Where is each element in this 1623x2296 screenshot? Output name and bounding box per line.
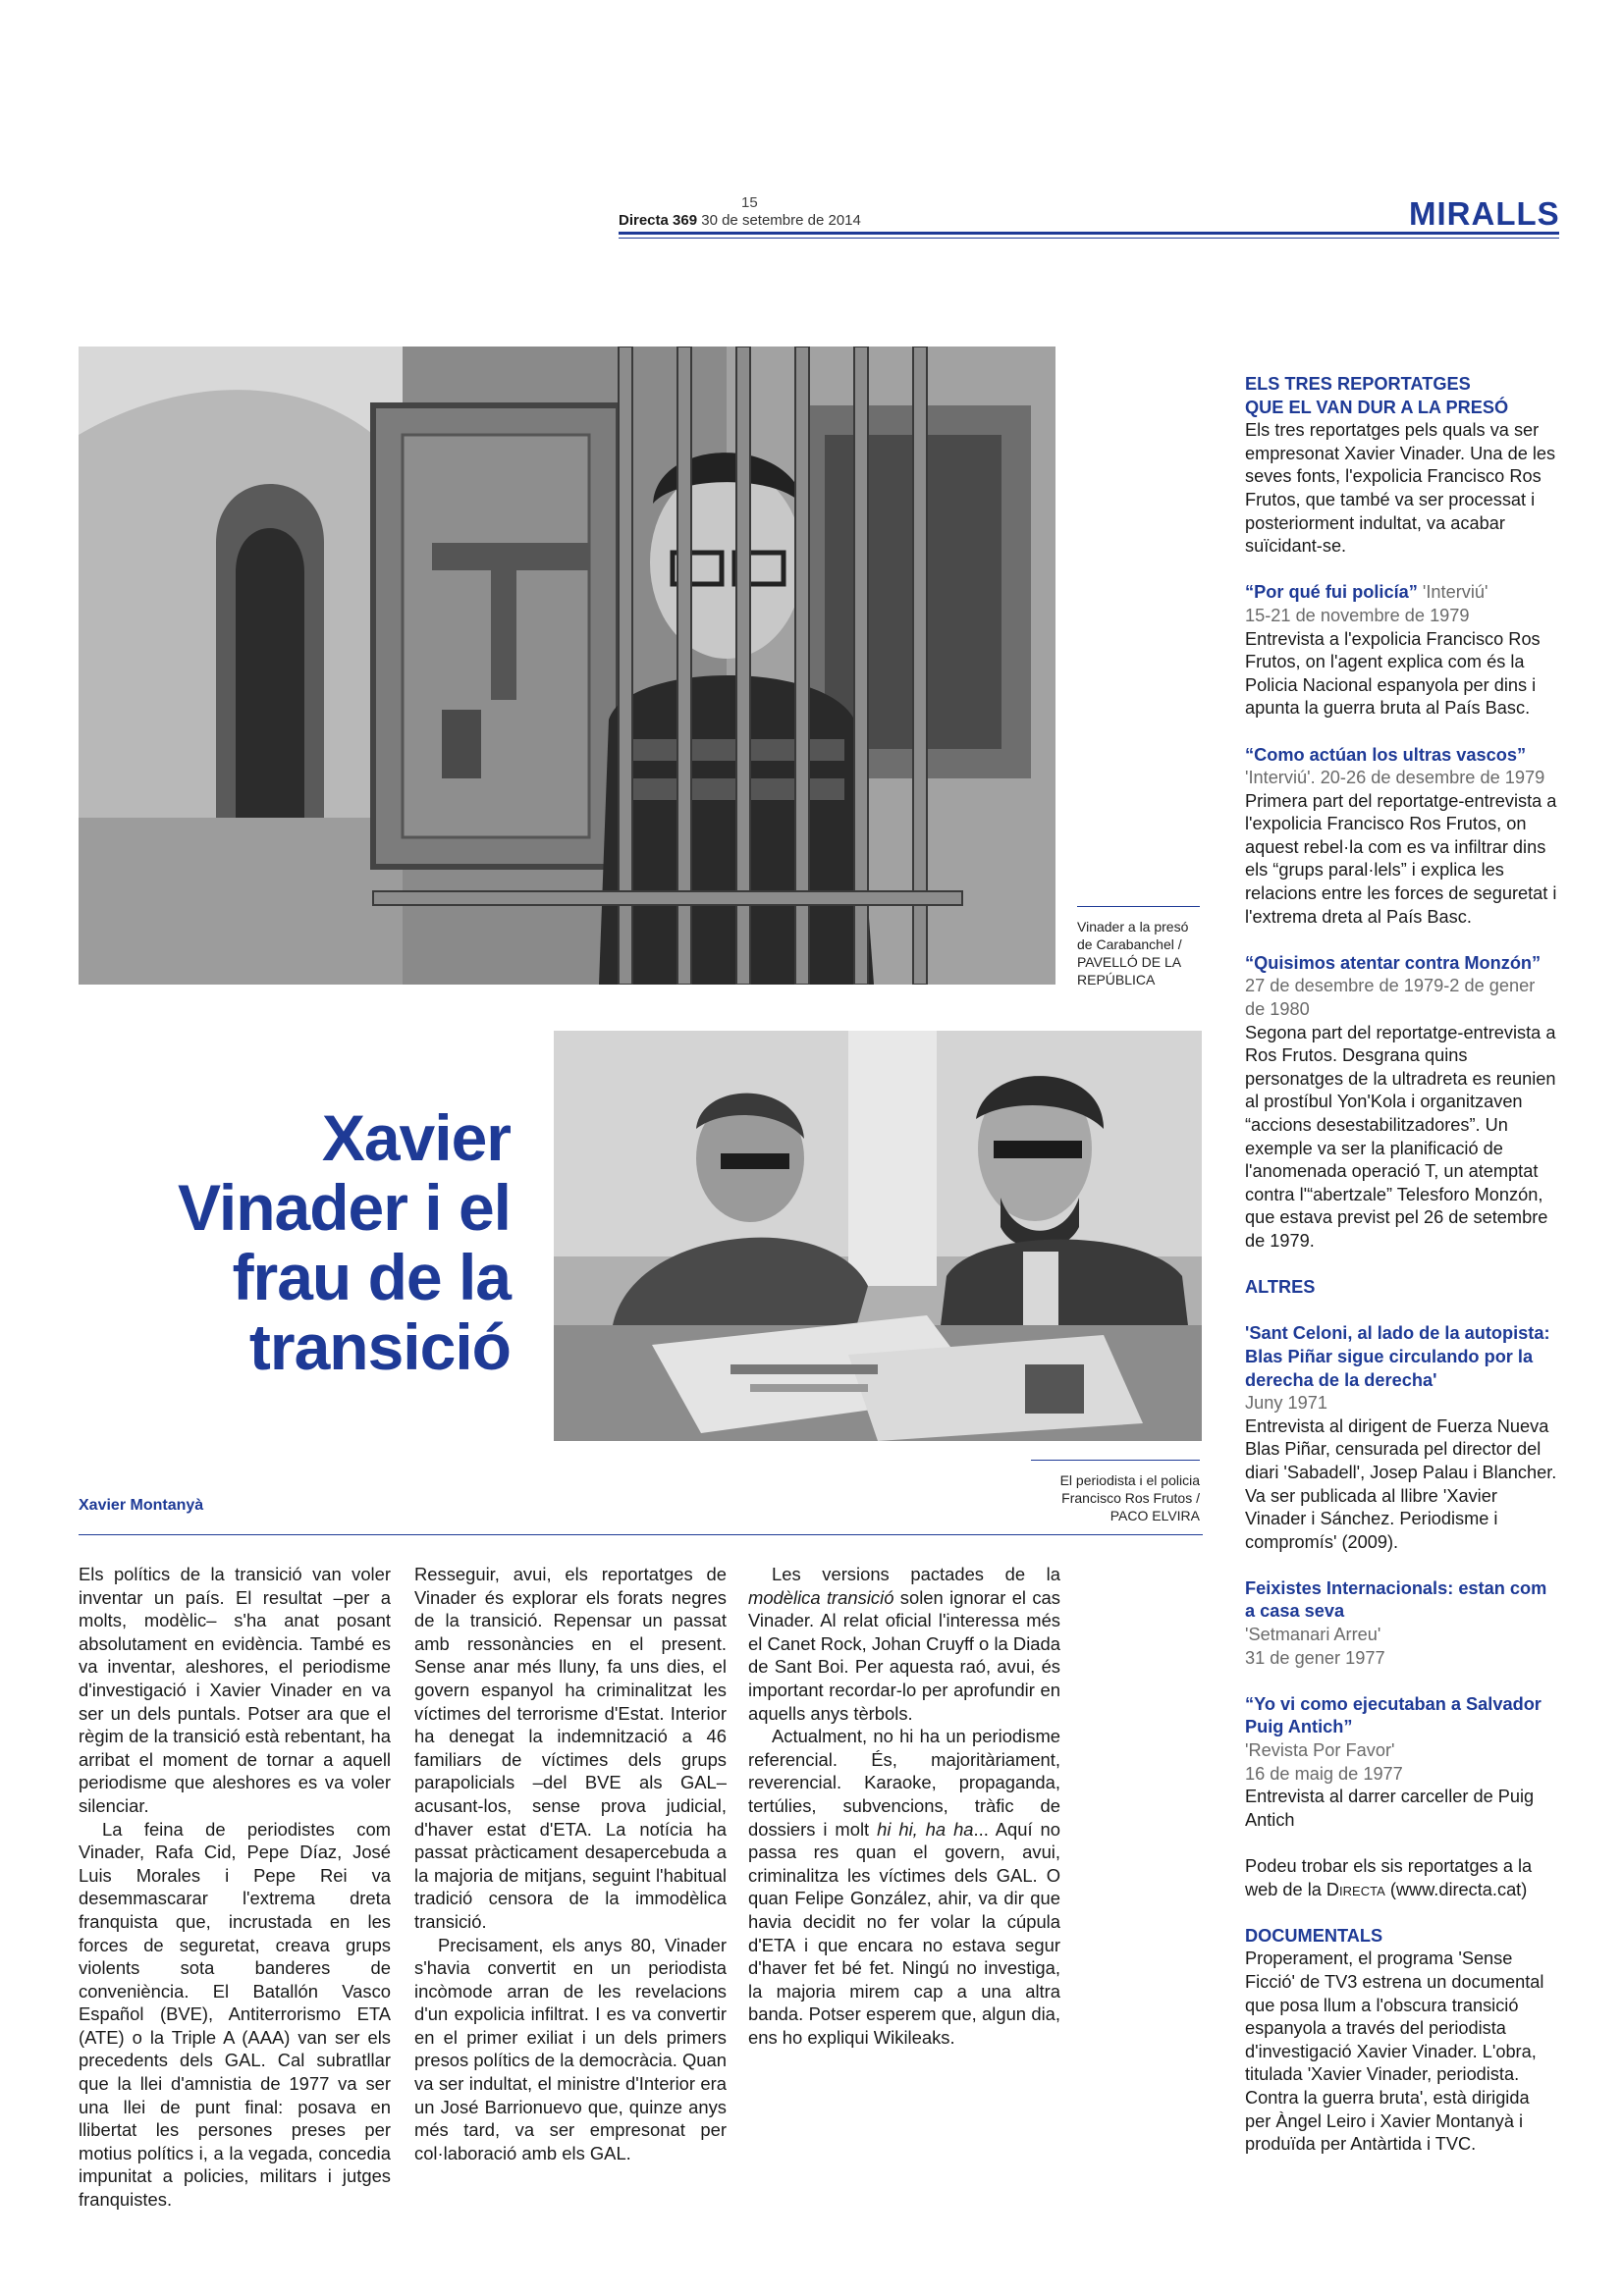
author-rule [79, 1534, 1203, 1535]
other-title: 'Sant Celoni, al lado de la autopista: Blas Piñar sigue circulando por la derecha de la derecha' [1245, 1323, 1550, 1390]
other-item [1245, 1693, 1559, 1833]
article-headline [98, 1103, 511, 1382]
paragraph-text: solen ignorar el cas Vinader. Al relat oficial l'interessa més el Canet Rock, Johan Cruyff o la Diada de Sant Boi. Per aquesta raó, avui, és important recordar-lo per aprofundir en aquells anys tèrbols. [748, 1586, 1060, 1724]
sidebar-heading: ALTRES [1245, 1277, 1316, 1298]
section-title: MIRALLS [1409, 195, 1560, 232]
paragraph-text: Les versions pactades de la [772, 1564, 1060, 1584]
report-date: 15-21 de novembre de 1979 [1245, 605, 1470, 625]
report-text: Entrevista a l'expolicia Francisco Ros Frutos, on l'agent explica com és la Policia Nacional espanyola per dins i apunta la guerra bruta al País Basc. [1245, 628, 1541, 719]
sidebar-heading: QUE EL VAN DUR A LA PRESÓ [1245, 397, 1509, 417]
photo-vinader-prison [79, 347, 1055, 985]
documentary-text: Properament, el programa 'Sense Ficció' de TV3 estrena un documental que posa llum a l'obscura transició espanyola a través del periodista d'investigació Xavier Vinader. L'obra, titulada 'Xavier Vinader, periodista. Contra la guerra bruta', està dirigida per Àngel Leiro i Xavier Montanyà i produïda per Antàrtida i TVC. [1245, 1949, 1544, 2155]
other-source: 'Revista Por Favor' [1245, 1740, 1395, 1761]
documentary-block [1245, 1925, 1559, 2157]
paragraph-text: ... Aquí no passa res quan el govern, avui, criminalitza les víctimes dels GAL. O quan Felipe González, ahir, va dir que havia decidit no fer volar la cúpula d'ETA i que encara no estava segur d'haver fet bé fet. Ningú no investiga, la majoria mirem cap a una altra banda. Potser esperem que, algun dia, ens ho expliqui Wikileaks. [748, 1818, 1060, 2048]
issue-line [619, 212, 861, 229]
report-title: “Quisimos atentar contra Monzón” [1245, 952, 1542, 973]
report-source: 'Interviú'. 20-26 de desembre de 1979 [1245, 768, 1545, 788]
report-item [1245, 744, 1559, 930]
article-paragraph [748, 1563, 1060, 1725]
find-text: Podeu trobar els sis reportatges a la web de la [1245, 1856, 1533, 1899]
issue-date: 30 de setembre de 2014 [701, 212, 861, 229]
article-author: Xavier Montanyà [79, 1497, 204, 1514]
header-rule [619, 232, 1559, 235]
headline-line: frau de la [232, 1241, 511, 1313]
article-paragraph: La feina de periodistes com Vinader, Rafa Cid, Pepe Díaz, José Luis Morales i Pepe Rei va desemmascarar l'extrema dreta franquista que, incrustada en les forces de seguretat, creava grups violents sota banderes de conveniència. El Batallón Vasco Español (BVE), Antiterrorismo ETA (ATE) o la Triple A (AAA) van ser els precedents dels GAL. Cal subratllar que la llei d'amnistia de 1977 va ser una llei de punt final: posava en llibertat les persones preses per motius polítics i, a la vegada, concedia impunitat a policies, militars i jutges franquistes. [79, 1818, 391, 2211]
directa-brand: Directa [1325, 1879, 1385, 1899]
other-item [1245, 1322, 1559, 1554]
others-block [1245, 1276, 1559, 1300]
caption-rule [1077, 906, 1200, 907]
photo2-caption [1031, 1471, 1200, 1524]
other-title: “Yo vi como ejecutaban a Salvador Puig Antich” [1245, 1693, 1542, 1737]
header-rule-thin [619, 238, 1559, 239]
report-source: 'Interviú' [1417, 582, 1488, 603]
article-column-2 [414, 1563, 727, 2164]
article-paragraph: Els polítics de la transició van voler inventar un país. El resultat –per a molts, modèlic– s'ha anat posant absolutament en evidència. També es va inventar, aleshores, el periodisme d'investigació i Xavier Vinader en va ser un dels puntals. Potser ara que el règim de la transició està rebentant, ha arribat el moment de tornar a aquell periodisme que aleshores es va voler silenciar. [79, 1564, 391, 1816]
photo-journalist-policeman [554, 1031, 1202, 1441]
article-column-1 [79, 1563, 391, 2212]
other-text: Entrevista al dirigent de Fuerza Nueva Blas Piñar, censurada pel director del diari 'Sabadell', Josep Palau i Blancher. Va ser publicada al llibre 'Xavier Vinader i Sánchez. Periodisme i compromís' (2009). [1245, 1415, 1557, 1552]
report-text: Segona part del reportatge-entrevista a Ros Frutos. Desgrana quins personatges de la ultradreta es reunien al prostíbul Yon'Kola i organitzaven “accions desestabilitzadores”. Un exemple va ser la planificació de l'anomenada operació T, un atemptat contra l'“abertzale” Telesforo Monzón, que estava previst pel 26 de setembre de 1979. [1245, 1022, 1556, 1251]
publication-name: Directa 369 [619, 212, 698, 229]
other-date: 31 de gener 1977 [1245, 1647, 1385, 1668]
sidebar-intro-block [1245, 373, 1559, 559]
other-date: 16 de maig de 1977 [1245, 1763, 1403, 1784]
article-paragraph: Resseguir, avui, els reportatges de Vinader és explorar els forats negres de la transició. Repensar un passat amb ressonàncies en el present. Sense anar més lluny, fa uns dies, el govern espanyol ha criminalitzat les víctimes del terrorisme d'Estat. Interior ha denegat la indemnització a 46 familiars de víctimes dels grups parapolicials –del BVE als GAL– acusant-los, sense prova judicial, d'haver estat d'ETA. La notícia ha passat pràcticament desapercebuda a la majoria de mitjans, seguint l'habitual tradició censora de la immodèlica transició. [414, 1564, 727, 1932]
photo1-credit: / PAVELLÓ DE LA REPÚBLICA [1077, 936, 1182, 988]
photo1-caption [1077, 918, 1205, 988]
photo1-caption-text: Vinader a la presó de Carabanchel [1077, 919, 1189, 952]
sidebar-heading: ELS TRES REPORTATGES [1245, 374, 1471, 394]
report-title: “Por qué fui policía” [1245, 582, 1418, 603]
page-number: 15 [741, 194, 758, 211]
article-column-3 [748, 1563, 1060, 2049]
sidebar-heading: DOCUMENTALS [1245, 1925, 1383, 1946]
sidebar-text: Els tres reportatges pels quals va ser empresonat Xavier Vinader. Una de les seves fonts, l'expolicia Francisco Ros Frutos, que també va ser processat i posteriorment indultat, va acabar suïcidant-se. [1245, 420, 1556, 557]
other-item [1245, 1577, 1559, 1670]
find-reports-note [1245, 1855, 1559, 1901]
other-source: 'Setmanari Arreu' [1245, 1625, 1381, 1645]
sidebar [1245, 373, 1559, 2157]
report-item [1245, 581, 1559, 721]
photo2-credit: / PACO ELVIRA [1109, 1490, 1200, 1523]
paragraph-text: Actualment, no hi ha un periodisme referencial. És, majoritàriament, reverencial. Karaoke, propaganda, tertúlies, subvencions, tràfic de dossiers i molt [748, 1726, 1060, 1840]
headline-line: Vinader i el [178, 1171, 511, 1244]
headline-line: Xavier [321, 1101, 511, 1174]
report-date: 27 de desembre de 1979-2 de gener de 1980 [1245, 976, 1536, 1020]
other-title: Feixistes Internacionals: estan com a casa seva [1245, 1577, 1547, 1622]
photo2-caption-text: El periodista i el policia Francisco Ros Frutos [1059, 1472, 1200, 1506]
report-item [1245, 952, 1559, 1254]
report-title: “Como actúan los ultras vascos” [1245, 744, 1527, 765]
paragraph-emphasis: modèlica transició [748, 1586, 894, 1608]
article-paragraph: Precisament, els anys 80, Vinader s'havia convertit en un periodista incòmode arran de les revelacions d'un expolicia infiltrat. I es va convertir en el primer exiliat i un dels primers presos polítics de la democràcia. Quan va ser indultat, el ministre d'Interior era un José Barrionuevo que, quinze anys més tard, va ser empresonat per col·laboració amb els GAL. [414, 1934, 727, 2163]
find-url: (www.directa.cat) [1384, 1879, 1528, 1899]
report-text: Primera part del reportatge-entrevista a l'expolicia Francisco Ros Frutos, on aquest rebel·la com es va infiltrar dins els “grups paral·lels” i explica les relacions entre les forces de seguretat i l'extrema dreta al País Basc. [1245, 790, 1557, 927]
paragraph-emphasis: hi hi, ha ha [877, 1818, 974, 1840]
other-text: Entrevista al darrer carceller de Puig Antich [1245, 1787, 1535, 1830]
headline-line: transició [248, 1310, 511, 1383]
article-paragraph [748, 1725, 1060, 2049]
caption-rule [1031, 1460, 1200, 1461]
other-date: Juny 1971 [1245, 1393, 1327, 1414]
